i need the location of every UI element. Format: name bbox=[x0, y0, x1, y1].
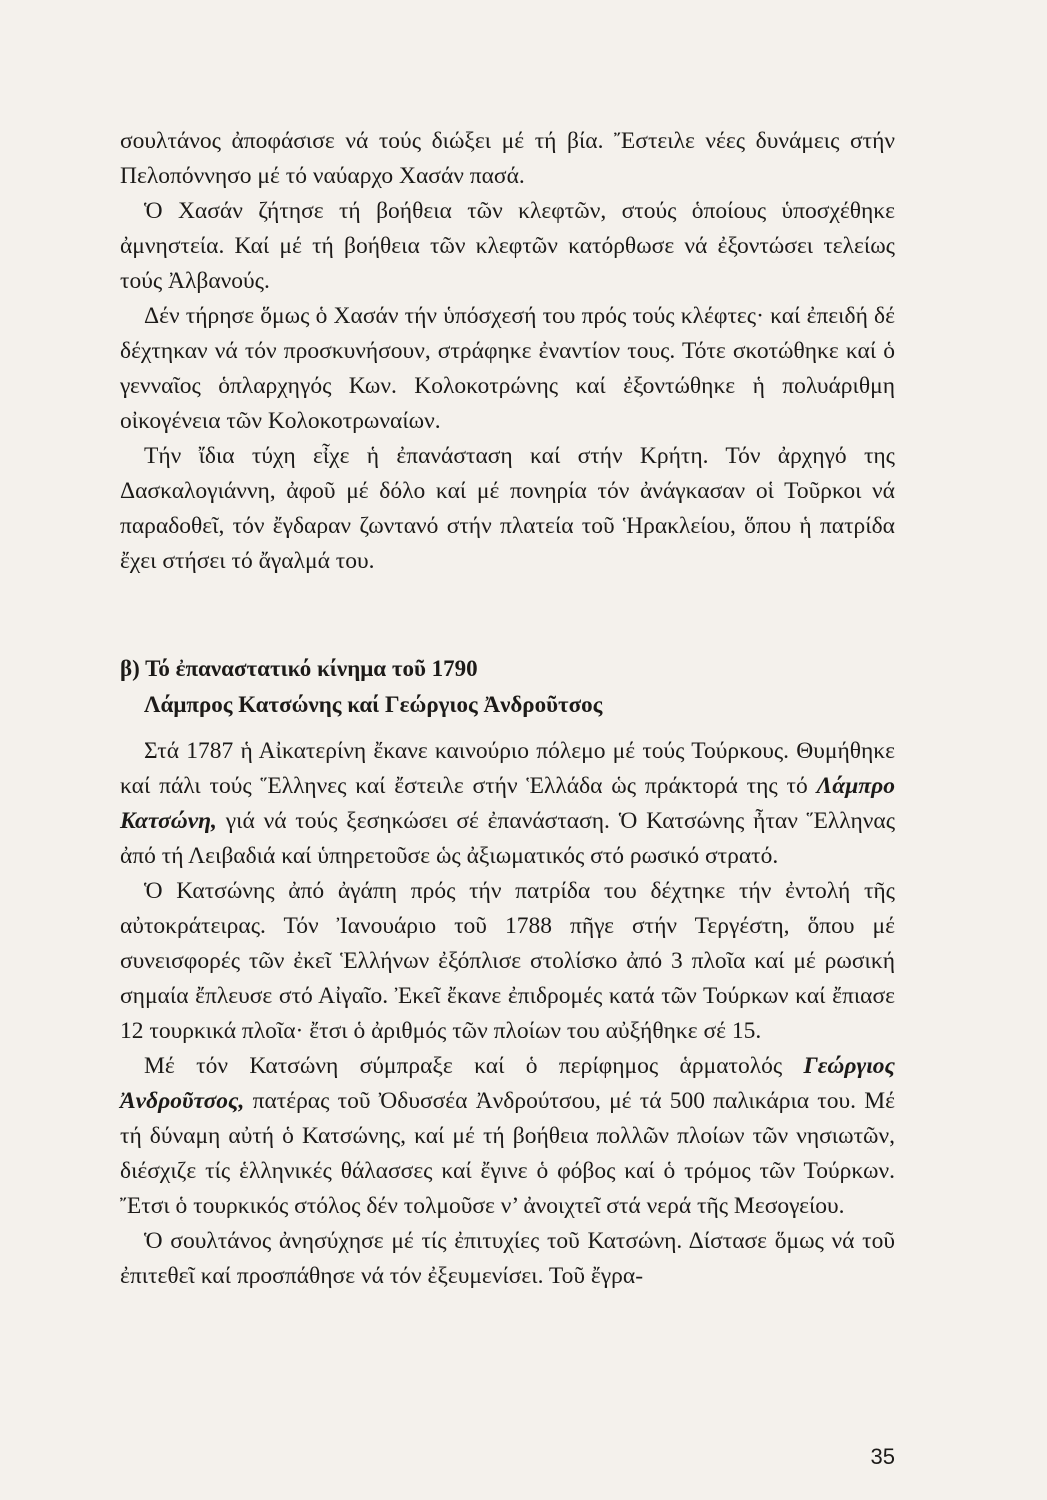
paragraph-crete: Τήν ἴδια τύχη εἶχε ἡ ἐπανάσταση καί στήν Κρήτη. Τόν ἀρχηγό της Δασκαλογιάννη, ἀφοῦ μέ δόλο καί μέ πονηρία τόν ἀνάγκασαν οἱ Τοῦρκοι νά παραδοθεῖ, τόν ἔγδαραν ζωντανό στήν πλατεία τοῦ Ἡρακλείου, ὅπου ἡ πατρίδα ἔχει στήσει τό ἄγαλμά του. bbox=[120, 443, 895, 574]
paragraph-sultan: Ὁ σουλτάνος ἀνησύχησε μέ τίς ἐπιτυχίες τοῦ Κατσώνη. Δίστασε ὅμως νά τοῦ ἐπιτεθεῖ καί προσπάθησε νά τόν ἐξευμενίσει. Τοῦ ἔγρα- bbox=[120, 1228, 895, 1289]
text-run: γιά νά τούς ξεσηκώσει σέ ἐπανάσταση. Ὁ Κατσώνης ἦταν Ἕλληνας ἀπό τή Λειβαδιά καί ὑπηρετοῦσε ὡς ἀξιωματικός στό ρωσικό στρατό. bbox=[120, 808, 895, 869]
paragraph-katsonis-fleet: Ὁ Κατσώνης ἀπό ἀγάπη πρός τήν πατρίδα του δέχτηκε τήν ἐντολή τῆς αὐτοκράτειρας. Τόν Ἰανουάριο τοῦ 1788 πῆγε στήν Τεργέστη, ὅπου μέ συνεισφορές τῶν ἐκεῖ Ἑλλήνων ἐξόπλισε στολίσκο ἀπό 3 πλοῖα καί μέ ρωσική σημαία ἔπλευσε στό Αἰγαῖο. Ἐκεῖ ἔκανε ἐπιδρομές κατά τῶν Τούρκων καί ἔπιασε 12 τουρκικά πλοῖα· ἔτσι ὁ ἀριθμός τῶν πλοίων του αὐξήθηκε σέ 15. bbox=[120, 878, 895, 1044]
paragraph-katsonis-intro bbox=[120, 734, 895, 874]
text-run: Στά 1787 ἡ Αἰκατερίνη ἔκανε καινούριο πόλεμο μέ τούς Τούρκους. Θυμήθηκε καί πάλι τούς Ἕλληνες καί ἔστειλε στήν Ἑλλάδα ὡς πράκτορά της τό bbox=[120, 738, 895, 799]
section-title: β) Τό ἐπαναστατικό κίνημα τοῦ 1790 bbox=[120, 656, 478, 681]
text-run: πατέρας τοῦ Ὀδυσσέα Ἀνδρούτσου, μέ τά 500 παλικάρια του. Μέ τή δύναμη αὐτή ὁ Κατσώνης, καί μέ τή βοήθεια πολλῶν πλοίων τῶν νησιωτῶν, διέσχιζε τίς ἑλληνικές θάλασσες καί ἔγινε ὁ φόβος καί ὁ τρόμος τῶν Τούρκων. Ἔτσι ὁ τουρκικός στόλος δέν τολμοῦσε ν’ ἀνοιχτεῖ στά νερά τῆς Μεσογείου. bbox=[120, 1088, 895, 1219]
section-subtitle: Λάμπρος Κατσώνης καί Γεώργιος Ἀνδροῦτσος bbox=[144, 692, 603, 717]
paragraph-hasan-help: Ὁ Χασάν ζήτησε τή βοήθεια τῶν κλεφτῶν, στούς ὁποίους ὑποσχέθηκε ἀμνηστεία. Καί μέ τή βοήθεια τῶν κλεφτῶν κατόρθωσε νά ἐξοντώσει τελείως τούς Ἀλβανούς. bbox=[120, 198, 895, 294]
paragraph-hasan-betrayal: Δέν τήρησε ὅμως ὁ Χασάν τήν ὑπόσχεσή του πρός τούς κλέφτες· καί ἐπειδή δέ δέχτηκαν νά τόν προσκυνήσουν, στράφηκε ἐναντίον τους. Τότε σκοτώθηκε καί ὁ γενναῖος ὁπλαρχηγός Κων. Κολοκοτρώνης καί ἐξοντώθηκε ἡ πολυάριθμη οἰκογένεια τῶν Κολοκοτρωναίων. bbox=[120, 303, 895, 434]
name-lambros-katsonis: Λάμπρο Κατσώνη, bbox=[120, 773, 895, 834]
text-run: Μέ τόν Κατσώνη σύμπραξε καί ὁ περίφημος ἁρματολός bbox=[144, 1053, 804, 1079]
bottom-text-block bbox=[120, 734, 895, 1294]
page-number: 35 bbox=[870, 1444, 895, 1469]
paragraph-continuation: σουλτάνος ἀποφάσισε νά τούς διώξει μέ τή βία. Ἔστειλε νέες δυνάμεις στήν Πελοπόννησο μέ τό ναύαρχο Χασάν πασά. bbox=[120, 128, 895, 189]
paragraph-androutsos bbox=[120, 1049, 895, 1224]
name-georgios-androutsos: Γεώργιος Ἀνδροῦτσος, bbox=[120, 1053, 895, 1114]
top-text-block bbox=[120, 124, 895, 579]
section-heading bbox=[120, 651, 895, 723]
